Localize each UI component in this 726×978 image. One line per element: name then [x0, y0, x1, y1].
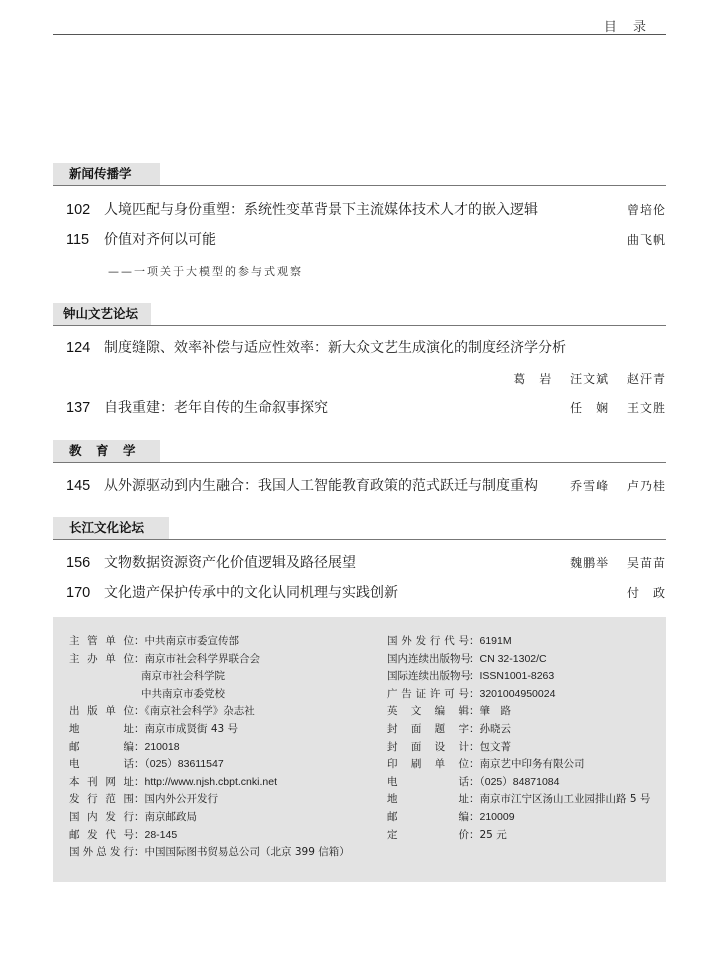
info-value: 南京艺中印务有限公司: [479, 758, 585, 771]
section-header-zhongshan-forum: [53, 303, 666, 326]
author-list: [556, 476, 666, 496]
info-value: 国内外公开发行: [144, 793, 218, 806]
info-label: 本刊网址: [69, 775, 134, 788]
info-label: 国内发行: [69, 810, 134, 823]
info-value: CN 32-1302/C: [479, 652, 547, 665]
info-label: 邮编: [387, 810, 469, 823]
author: 曾培伦: [626, 203, 666, 217]
author: 付 政: [626, 586, 666, 600]
info-label: 国内连续出版物号: [387, 652, 471, 665]
toc-entry[interactable]: [66, 398, 666, 418]
page-number: 137: [66, 400, 91, 416]
publication-info-box: [53, 617, 666, 882]
info-row: 封面设计：包文菁: [387, 739, 650, 757]
article-title[interactable]: 文物数据资源资产化价值逻辑及路径展望: [104, 555, 356, 571]
info-row: 邮编：210018: [69, 739, 350, 757]
author-list: [613, 583, 666, 603]
info-value: 《南京社会科学》杂志社: [144, 705, 255, 718]
info-value: 肇 路: [479, 705, 511, 718]
info-row: 发行范围：国内外公开发行: [69, 791, 350, 809]
section-header-education: [53, 440, 666, 463]
info-row: 国内发行：南京邮政局: [69, 809, 350, 827]
page-number: 102: [66, 202, 91, 218]
section-header-journalism: [53, 163, 666, 186]
info-value: 3201004950024: [479, 687, 556, 700]
section-label: 长江文化论坛: [53, 517, 169, 539]
info-row: 印刷单位：南京艺中印务有限公司: [387, 756, 650, 774]
info-label: 定价: [387, 828, 469, 841]
info-label: 主管单位: [69, 635, 134, 647]
info-label: 电话: [69, 758, 134, 771]
info-label: 国外总发行: [69, 846, 134, 859]
info-label: 国外发行代号: [387, 635, 469, 647]
info-value: （025）83611547: [144, 758, 224, 771]
info-row: 广告证许可号：3201004950024: [387, 686, 650, 704]
info-value: 南京市成贤街 43 号: [144, 722, 239, 735]
author-list: [556, 553, 666, 573]
info-row: 国外总发行：中国国际图书贸易总公司（北京 399 信箱）: [69, 844, 350, 862]
article-subtitle: ——一项关于大模型的参与式观察: [108, 265, 303, 278]
info-label: 封面题字: [387, 722, 469, 735]
info-label: 印刷单位: [387, 758, 469, 771]
info-value: 6191M: [479, 635, 512, 647]
running-header: [53, 12, 666, 35]
info-label: 国际连续出版物号: [387, 670, 471, 683]
article-title[interactable]: 制度缝隙、效率补偿与适应性效率：新大众文艺生成演化的制度经济学分析: [104, 340, 566, 356]
section-label: 新闻传播学: [53, 163, 160, 185]
toc-entry[interactable]: [66, 230, 666, 250]
author: 吴苗苗: [626, 556, 666, 570]
info-row: 定价：25 元: [387, 827, 650, 845]
section-header-yangtze-forum: [53, 517, 666, 540]
info-row: 英文编辑：肇 路: [387, 703, 650, 721]
info-row: 电话：（025）84871084: [387, 774, 650, 792]
page-number: 156: [66, 555, 91, 571]
author: 任 娴: [570, 401, 610, 415]
info-row: 邮编：210009: [387, 809, 650, 827]
article-title[interactable]: 自我重建：老年自传的生命叙事探究: [104, 400, 328, 416]
publication-info-left: [69, 633, 350, 862]
page-number: 145: [66, 478, 91, 494]
info-row: 本刊网址：http://www.njsh.cbpt.cnki.net: [69, 774, 350, 792]
info-row: 出版单位：《南京社会科学》杂志社: [69, 703, 350, 721]
info-row: 邮发代号：28-145: [69, 827, 350, 845]
info-value: 孙晓云: [479, 722, 511, 735]
article-title[interactable]: 价值对齐何以可能: [104, 232, 216, 248]
author: 曲飞帆: [626, 233, 666, 247]
info-value: （025）84871084: [479, 775, 560, 788]
toc-entry[interactable]: [66, 583, 666, 603]
author-list: [499, 370, 666, 387]
page-number: 170: [66, 585, 91, 601]
info-label: 主办单位: [69, 652, 134, 665]
author-list: [556, 398, 666, 418]
author: 卢乃桂: [626, 479, 666, 493]
toc-entry[interactable]: [66, 338, 666, 358]
website-link[interactable]: http://www.njsh.cbpt.cnki.net: [144, 775, 277, 788]
author: 魏鹏举: [570, 556, 610, 570]
info-row: 电话：（025）83611547: [69, 756, 350, 774]
info-label: 英文编辑: [387, 705, 469, 718]
info-row: 主办单位：南京市社会科学界联合会: [69, 651, 350, 669]
info-value: 中国国际图书贸易总公司（北京 399 信箱）: [144, 846, 350, 859]
author: 乔雪峰: [570, 479, 610, 493]
page-number: 115: [66, 232, 90, 248]
info-label: 广告证许可号: [387, 687, 469, 700]
info-row: [69, 686, 350, 704]
toc-entry[interactable]: [66, 200, 666, 220]
info-label: 发行范围: [69, 793, 134, 806]
info-value: 中共南京市委宣传部: [144, 635, 239, 647]
toc-entry[interactable]: [66, 476, 666, 496]
info-label: 邮编: [69, 740, 134, 753]
section-label: 钟山文艺论坛: [53, 303, 151, 325]
info-label: 封面设计: [387, 740, 469, 753]
page-title: 目 录: [603, 20, 652, 35]
publication-info-right: [387, 633, 650, 844]
info-value: 南京市社会科学院: [141, 670, 225, 683]
info-value: 包文菁: [479, 740, 511, 753]
toc-entry[interactable]: [66, 553, 666, 573]
info-value: 210018: [144, 740, 180, 753]
info-value: 中共南京市委党校: [141, 687, 225, 700]
info-row: 封面题字：孙晓云: [387, 721, 650, 739]
info-label: 地址: [69, 722, 134, 735]
author-list: [613, 200, 666, 220]
info-value: 南京市社会科学界联合会: [144, 652, 260, 665]
info-row: 国内连续出版物号：CN 32-1302/C: [387, 651, 650, 669]
article-title[interactable]: 文化遗产保护传承中的文化认同机理与实践创新: [104, 585, 398, 601]
info-value: 25 元: [479, 828, 507, 841]
info-row: 主管单位：中共南京市委宣传部: [69, 633, 350, 651]
info-label: 地址: [387, 793, 469, 806]
info-label: 出版单位: [69, 705, 134, 718]
info-row: 国际连续出版物号：ISSN1001-8263: [387, 668, 650, 686]
info-row: 国外发行代号：6191M: [387, 633, 650, 651]
info-value: 南京市江宁区汤山工业园排山路 5 号: [479, 793, 651, 806]
author: 葛 岩: [513, 372, 553, 386]
article-title[interactable]: 人境匹配与身份重塑：系统性变革背景下主流媒体技术人才的嵌入逻辑: [104, 202, 538, 218]
section-label: 教 育 学: [53, 440, 160, 462]
author: 王文胜: [626, 401, 666, 415]
info-row: 地址：南京市成贤街 43 号: [69, 721, 350, 739]
author: 赵汗青: [626, 372, 666, 386]
author: 汪文斌: [570, 372, 610, 386]
info-row: [69, 668, 350, 686]
info-value: 南京邮政局: [144, 810, 197, 823]
info-value: 210009: [479, 810, 515, 823]
info-label: 电话: [387, 775, 469, 788]
info-value: ISSN1001-8263: [479, 670, 555, 683]
page-number: 124: [66, 340, 91, 356]
info-label: 邮发代号: [69, 828, 134, 841]
article-title[interactable]: 从外源驱动到内生融合：我国人工智能教育政策的范式跃迁与制度重构: [104, 478, 538, 494]
info-row: 地址：南京市江宁区汤山工业园排山路 5 号: [387, 791, 650, 809]
info-value: 28-145: [144, 828, 178, 841]
author-list: [613, 230, 666, 250]
